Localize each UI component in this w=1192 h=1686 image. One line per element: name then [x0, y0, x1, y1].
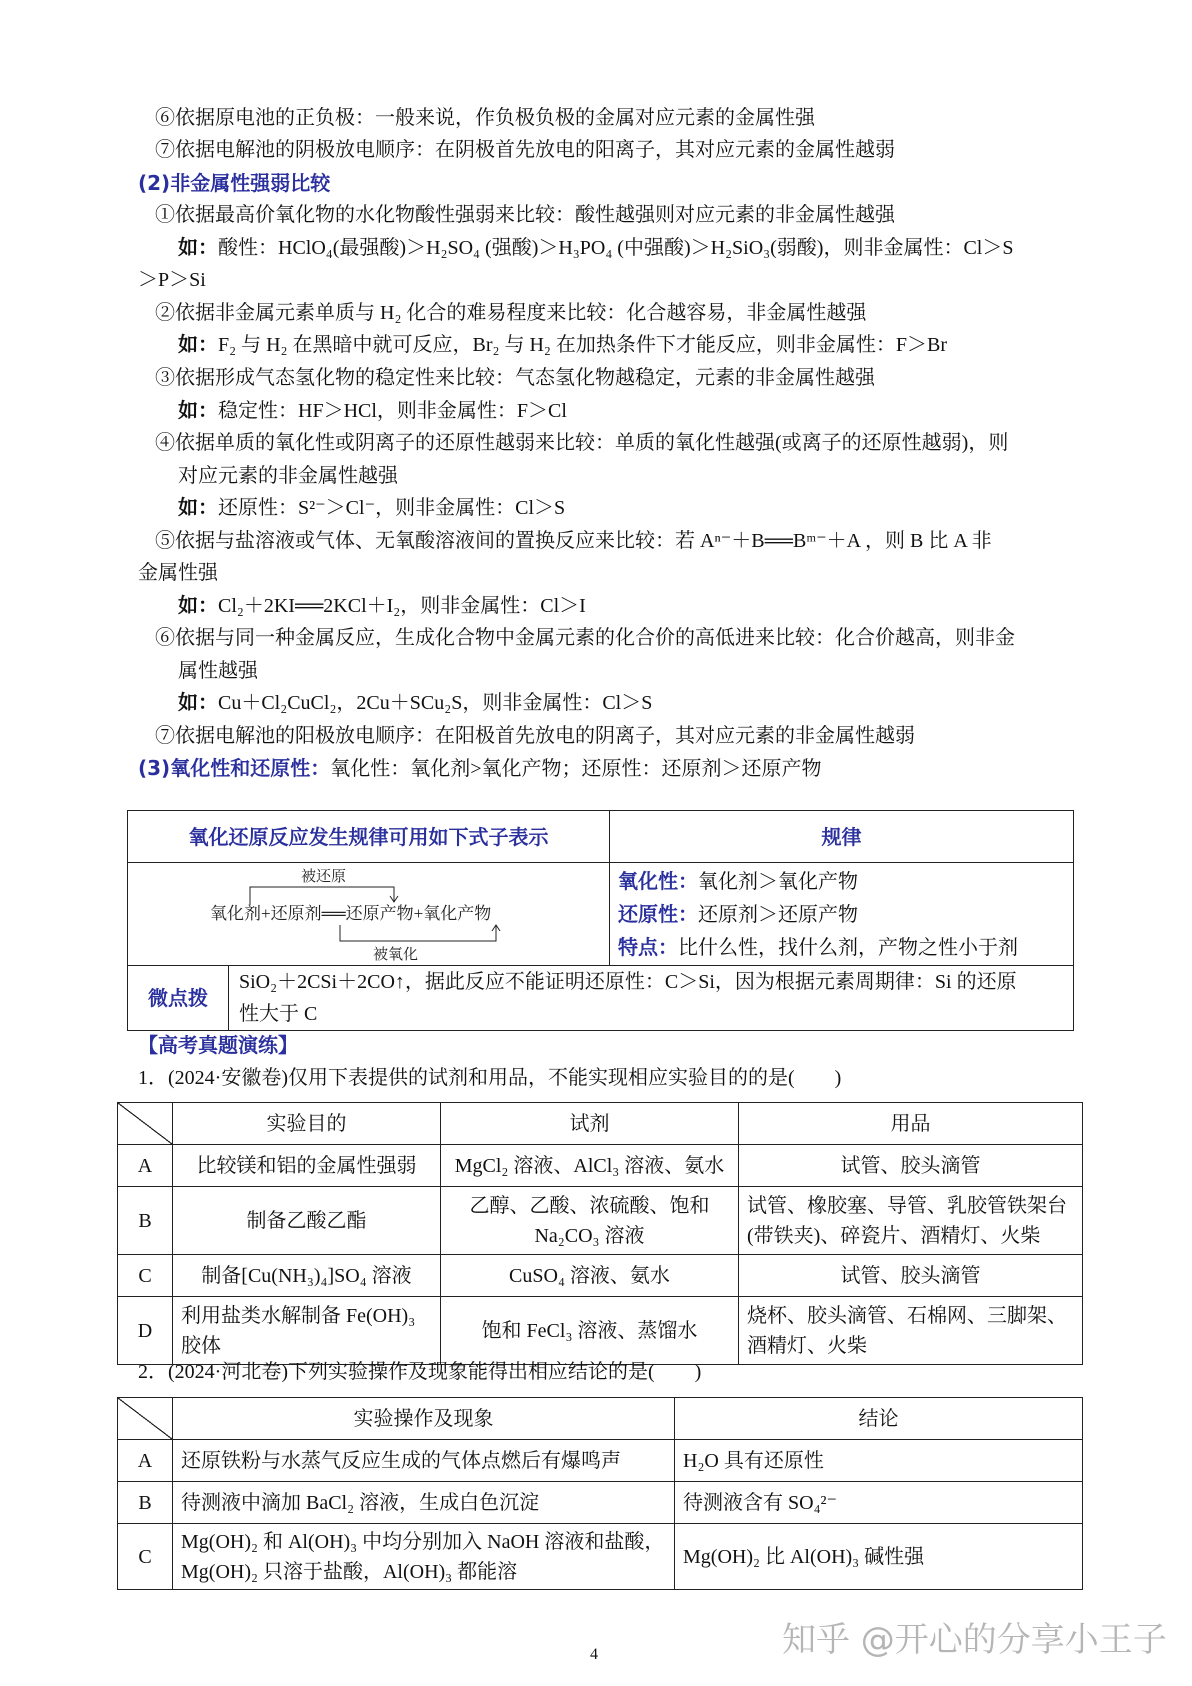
option-label: B: [118, 1482, 173, 1524]
box-header-left: 氧化还原反应发生规律可用如下式子表示: [128, 811, 610, 863]
cell-items: 烧杯、胶头滴管、石棉网、三脚架、酒精灯、火柴: [739, 1297, 1083, 1365]
table-row: [118, 1440, 1083, 1482]
text-line: ①依据最高价氧化物的水化物酸性强弱来比较：酸性越强则对应元素的非金属性越强: [155, 204, 895, 226]
text-line: [178, 592, 586, 620]
table-row: [118, 1145, 1083, 1187]
text-line: ＞P＞Si: [138, 269, 206, 291]
rule-row: [618, 865, 1065, 898]
diagram-top-label: 被还原: [301, 869, 347, 885]
tip-cell: [128, 966, 1074, 1031]
option-label: A: [118, 1440, 173, 1482]
option-label: D: [118, 1297, 173, 1365]
column-header: 实验目的: [173, 1103, 441, 1145]
box-header-right: 规律: [610, 811, 1074, 863]
cell-goal: 制备[Cu(NH₃)₄]SO₄ 溶液: [173, 1255, 441, 1297]
text-line: [178, 494, 565, 522]
text-line: ⑤依据与盐溶液或气体、无氧酸溶液间的置换反应来比较：若 Aⁿ⁻＋B══Bᵐ⁻＋A ，则 B 比 A 非: [155, 530, 992, 552]
example-prefix: 如：: [178, 237, 218, 259]
table-row: [118, 1482, 1083, 1524]
text-line: ⑦依据电解池的阴极放电顺序：在阴极首先放电的阳离子，其对应元素的金属性越弱: [155, 139, 895, 161]
example-prefix: 如：: [178, 400, 218, 422]
text-line: [178, 689, 652, 717]
text-line: ⑥依据原电池的正负极：一般来说，作负极负极的金属对应元素的金属性强: [155, 107, 815, 129]
option-label: C: [118, 1255, 173, 1297]
table-row: [118, 1297, 1083, 1365]
example-prefix: 如：: [178, 595, 218, 617]
cell-items: 试管、橡胶塞、导管、乳胶管铁架台(带铁夹)、碎瓷片、酒精灯、火柴: [739, 1187, 1083, 1255]
option-label: A: [118, 1145, 173, 1187]
column-header: 用品: [739, 1103, 1083, 1145]
cell-reagent: CuSO₄ 溶液、氨水: [441, 1255, 739, 1297]
section-heading: (2)非金属性强弱比较: [138, 171, 331, 195]
text-line: 对应元素的非金属性越强: [178, 465, 398, 487]
cell-goal: 利用盐类水解制备 Fe(OH)₃ 胶体: [173, 1297, 441, 1365]
column-header: 试剂: [441, 1103, 739, 1145]
rule-label: 还原性：: [618, 901, 698, 926]
cell-conclusion: 待测液含有 SO₄²⁻: [675, 1482, 1083, 1524]
cell-operation: 还原铁粉与水蒸气反应生成的气体点燃后有爆鸣声: [173, 1440, 675, 1482]
exam-heading: 【高考真题演练】: [138, 1033, 298, 1057]
table-row: [118, 1187, 1083, 1255]
rule-text: 氧化剂＞氧化产物: [698, 870, 858, 893]
column-header: 实验操作及现象: [173, 1398, 675, 1440]
rule-text: 比什么性，找什么剂，产物之性小于剂: [678, 936, 1018, 959]
tip-line: SiO₂＋2CSi＋2CO↑，据此反应不能证明还原性：C＞Si，因为根据元素周期律：Si 的还原: [239, 971, 1017, 993]
tip-label: 微点拨: [128, 966, 229, 1030]
text-line: [178, 331, 947, 359]
redox-diagram-cell: [128, 863, 610, 966]
table-row: [118, 1524, 1083, 1590]
column-header: 结论: [675, 1398, 1083, 1440]
example-text: 还原性：S²⁻＞Cl⁻，则非金属性：Cl＞S: [218, 497, 566, 519]
cell-items: 试管、胶头滴管: [739, 1145, 1083, 1187]
redox-diagram: [128, 863, 610, 965]
text-line: [178, 234, 1013, 262]
tip-line: 性大于 C: [239, 1003, 318, 1025]
text-line: ③依据形成气态氢化物的稳定性来比较：气态氢化物越稳定，元素的非金属性越强: [155, 367, 875, 389]
page-number: 4: [590, 1646, 598, 1663]
watermark: 知乎 @开心的分享小王子: [782, 1620, 1167, 1660]
text-line: [138, 754, 821, 783]
example-text: Cu＋Cl₂CuCl₂，2Cu＋SCu₂S，则非金属性：Cl＞S: [218, 692, 653, 714]
tip-text: [229, 966, 1027, 1030]
cell-conclusion: H₂O 具有还原性: [675, 1440, 1083, 1482]
cell-goal: 制备乙酸乙酯: [173, 1187, 441, 1255]
example-prefix: 如：: [178, 497, 218, 519]
question-1-table: [117, 1102, 1083, 1365]
oxidation-arrow: [340, 925, 500, 941]
example-prefix: 如：: [178, 692, 218, 714]
example-text: 稳定性：HF＞HCl，则非金属性：F＞Cl: [218, 400, 567, 422]
reduction-arrow: [250, 887, 398, 905]
question-2-table: [117, 1397, 1083, 1590]
cell-operation: Mg(OH)₂ 和 Al(OH)₃ 中均分别加入 NaOH 溶液和盐酸，Mg(OH)₂ 只溶于盐酸，Al(OH)₃ 都能溶: [173, 1524, 675, 1590]
rule-label: 氧化性：: [618, 868, 698, 893]
corner-cell: [118, 1103, 173, 1145]
cell-items: 试管、胶头滴管: [739, 1255, 1083, 1297]
cell-goal: 比较镁和铝的金属性强弱: [173, 1145, 441, 1187]
redox-rule-table: [127, 810, 1074, 1031]
cell-operation: 待测液中滴加 BaCl₂ 溶液，生成白色沉淀: [173, 1482, 675, 1524]
example-text: 酸性：HClO₄(最强酸)＞H₂SO₄ (强酸)＞H₃PO₄ (中强酸)＞H₂SiO₃(弱酸)，则非金属性：Cl＞S: [218, 237, 1014, 259]
section-text: 氧化性：氧化剂>氧化产物；还原性：还原剂＞还原产物: [330, 758, 822, 780]
text-line: ⑦依据电解池的阳极放电顺序：在阳极首先放电的阴离子，其对应元素的非金属性越弱: [155, 725, 915, 747]
text-line: 金属性强: [138, 562, 218, 584]
section-heading: (3)氧化性和还原性：: [138, 756, 331, 780]
option-label: B: [118, 1187, 173, 1255]
diagram-bottom-label: 被氧化: [373, 947, 419, 963]
example-prefix: 如：: [178, 334, 218, 356]
table-row: [118, 1255, 1083, 1297]
rule-row: [618, 931, 1065, 964]
corner-cell: [118, 1398, 173, 1440]
cell-conclusion: Mg(OH)₂ 比 Al(OH)₃ 碱性强: [675, 1524, 1083, 1590]
rule-row: [618, 898, 1065, 931]
question-stem: 1．(2024·安徽卷)仅用下表提供的试剂和用品，不能实现相应实验目的的是( ): [138, 1067, 842, 1089]
question-stem: 2．(2024·河北卷)下列实验操作及现象能得出相应结论的是( ): [138, 1361, 702, 1383]
text-line: ④依据单质的氧化性或阴离子的还原性越弱来比较：单质的氧化性越强(或离子的还原性越弱)，则: [155, 432, 1009, 454]
option-label: C: [118, 1524, 173, 1590]
text-line: ②依据非金属元素单质与 H₂ 化合的难易程度来比较：化合越容易，非金属性越强: [155, 302, 867, 324]
text-line: ⑥依据与同一种金属反应，生成化合物中金属元素的化合价的高低进来比较：化合价越高，则非金: [155, 627, 1015, 649]
example-text: Cl₂＋2KI══2KCl＋I₂，则非金属性：Cl＞I: [218, 595, 586, 617]
cell-reagent: 饱和 FeCl₃ 溶液、蒸馏水: [441, 1297, 739, 1365]
rule-label: 特点：: [618, 934, 678, 959]
rule-text: 还原剂＞还原产物: [698, 903, 858, 926]
example-text: F₂ 与 H₂ 在黑暗中就可反应，Br₂ 与 H₂ 在加热条件下才能反应，则非金属性：F＞Br: [218, 334, 948, 356]
text-line: 属性越强: [178, 660, 258, 682]
rules-cell: [610, 863, 1074, 966]
text-line: [178, 397, 567, 425]
cell-reagent: MgCl₂ 溶液、AlCl₃ 溶液、氨水: [441, 1145, 739, 1187]
cell-reagent: 乙醇、乙酸、浓硫酸、饱和 Na₂CO₃ 溶液: [441, 1187, 739, 1255]
diagram-equation: 氧化剂+还原剂══还原产物+氧化产物: [210, 904, 492, 923]
